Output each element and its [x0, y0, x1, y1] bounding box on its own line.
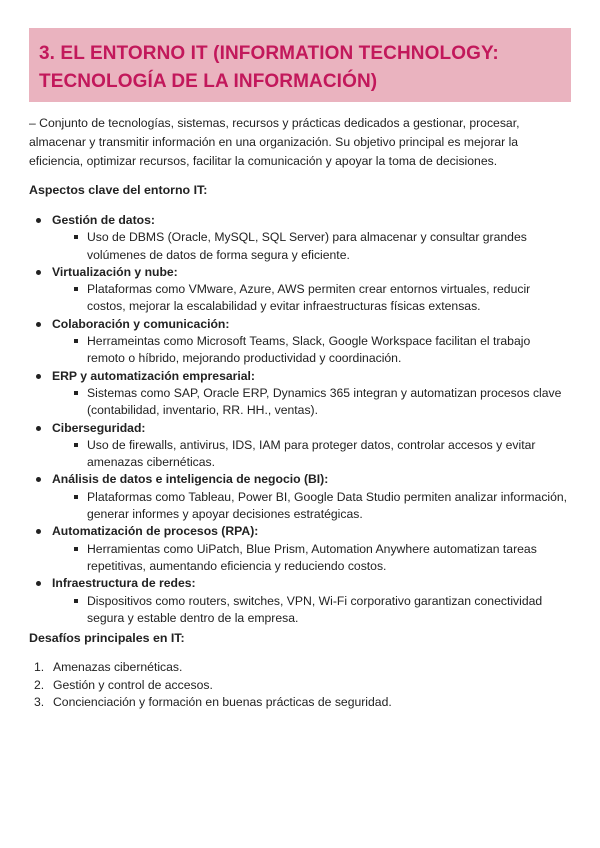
challenge-number: 1. [34, 660, 45, 674]
section-title-banner [29, 28, 571, 102]
challenge-text: Amenazas cibernéticas. [53, 660, 183, 674]
aspect-name: Gestión de datos: [52, 213, 155, 227]
intro-paragraph: – Conjunto de tecnologías, sistemas, recursos y prácticas dedicados a gestionar, procesar, almacenar y transmitir información en una organización. Su objetivo principal es mejorar la eficiencia, optimizar recursos, facilitar la comunicación y apoyar la toma de decisiones. [29, 116, 520, 168]
aspect-item [29, 420, 571, 472]
aspect-item [29, 523, 571, 575]
section-title-line-2: TECNOLOGÍA DE LA INFORMACIÓN) [39, 71, 378, 92]
aspect-detail: Plataformas como Tableau, Power BI, Google Data Studio permiten analizar información, generar informes y apoyar decisiones estratégicas. [52, 489, 571, 524]
aspect-detail: Herrameintas como Microsoft Teams, Slack, Google Workspace facilitan el trabajo remoto o híbrido, mejorando productividad y coordinación. [52, 333, 571, 368]
challenge-number: 3. [34, 695, 45, 709]
challenge-item [29, 659, 571, 677]
aspect-name: Análisis de datos e inteligencia de negocio (BI): [52, 472, 329, 487]
aspect-detail: Uso de firewalls, antivirus, IDS, IAM para proteger datos, controlar accesos y evitar amenazas cibernéticas. [52, 437, 571, 472]
aspect-detail: Sistemas como SAP, Oracle ERP, Dynamics 365 integran y automatizan procesos clave (contabilidad, inventario, RR. HH., ventas). [52, 385, 571, 420]
aspect-name: Virtualización y nube: [52, 264, 178, 279]
aspect-name: Colaboración y comunicación: [52, 316, 230, 331]
aspect-detail: Dispositivos como routers, switches, VPN, Wi-Fi corporativo garantizan conectividad segura y estable dentro de la empresa. [52, 593, 571, 628]
aspect-item [29, 368, 571, 420]
aspect-item [29, 316, 571, 368]
challenge-text: Gestión y control de accesos. [53, 677, 213, 692]
section-title-line-1: 3. EL ENTORNO IT (INFORMATION TECHNOLOGY: [39, 43, 499, 64]
aspect-item [29, 212, 571, 264]
challenge-number: 2. [34, 677, 45, 692]
challenges-list [29, 659, 571, 712]
aspects-list [29, 212, 571, 627]
aspect-item [29, 264, 571, 316]
aspect-name: Infraestructura de redes: [52, 576, 196, 591]
challenge-item [29, 694, 571, 712]
challenge-item [29, 677, 571, 695]
challenges-heading: Desafíos principales en IT: [29, 631, 185, 645]
aspect-item [29, 575, 571, 627]
aspect-detail: Uso de DBMS (Oracle, MySQL, SQL Server) para almacenar y consultar grandes volúmenes de datos de forma segura y eficiente. [52, 229, 571, 264]
aspect-detail: Plataformas como VMware, Azure, AWS permiten crear entornos virtuales, reducir costos, mejorar la escalabilidad y evitar infraestructuras físicas extensas. [52, 281, 571, 316]
aspect-name: Ciberseguridad: [52, 420, 146, 435]
aspect-detail: Herramientas como UiPatch, Blue Prism, Automation Anywhere automatizan tareas repetitivas, aumentando eficiencia y reduciendo costos. [52, 541, 571, 576]
aspect-item [29, 471, 571, 523]
challenge-text: Concienciación y formación en buenas prácticas de seguridad. [53, 695, 392, 709]
aspects-heading: Aspectos clave del entorno IT: [29, 183, 208, 197]
aspect-name: Automatización de procesos (RPA): [52, 524, 259, 539]
aspect-name: ERP y automatización empresarial: [52, 368, 255, 383]
